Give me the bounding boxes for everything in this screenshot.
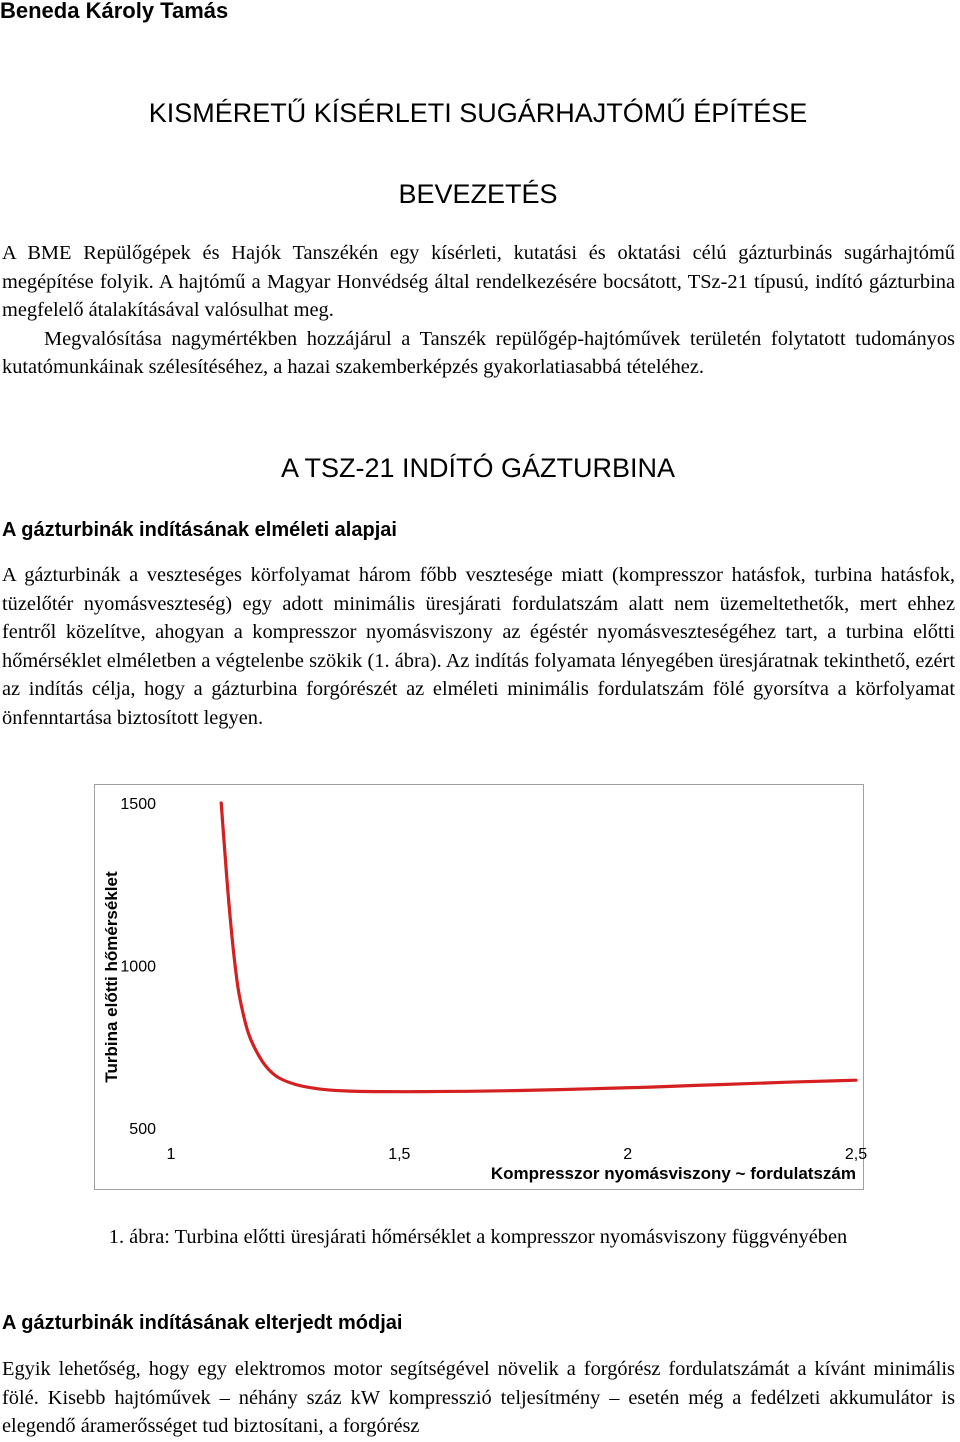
section-heading-introduction: BEVEZETÉS [398,179,558,209]
y-tick-label: 500 [129,1121,156,1138]
data-series-line [221,803,856,1092]
temperature-chart [94,784,868,1190]
y-axis-label: Turbina előtti hőmérséklet [102,871,121,1083]
section-heading-tsz21: A TSZ-21 INDÍTÓ GÁZTURBINA [280,453,676,483]
y-tick-label: 1500 [120,796,156,813]
x-tick-label: 1,5 [388,1146,411,1163]
document-title: KISMÉRETŰ KÍSÉRLETI SUGÁRHAJTÓMŰ ÉPÍTÉSE [148,98,808,128]
subheading-theory: A gázturbinák indításának elméleti alapjai [2,519,397,541]
figure-caption: 1. ábra: Turbina előtti üresjárati hőmérséklet a kompresszor nyomásviszony függvényében [108,1226,848,1248]
x-tick-label: 1 [166,1146,176,1163]
methods-paragraph: Egyik lehetőség, hogy egy elektromos motor segítségével növelik a forgórész fordulatszámát a kívánt minimális fölé. Kisebb hajtóművek – néhány száz kW kompresszió teljesítmény – esetén még a fedélzeti akkumulátor is elegendő áramerősséget tud biztosítani, a forgórész [2,1358,955,1437]
author-name: Beneda Károly Tamás [0,0,229,23]
y-tick-label: 1000 [120,958,156,976]
intro-paragraph-a: A BME Repülőgépek és Hajók Tanszékén egy kísérleti, kutatási és oktatási célú gázturbinás sugárhajtómű megépítése folyik. A hajtómű a Magyar Honvédség által rendelkezésére bocsátott, TSz-21 típusú, indító gázturbina megfelelő átalakításával valósulhat meg. [2,242,955,321]
theory-paragraph: A gázturbinák a veszteséges körfolyamat három főbb vesztesége miatt (kompresszor hatásfok, turbina hatásfok, tüzelőtér nyomásveszteség) egy adott minimális üresjárati fordulatszám alatt nem üzemeltethetők, mert ehhez fentről közelítve, ahogyan a kompresszor nyomásviszony az égéstér nyomásveszteségéhez tart, a turbina előtti hőmérséklet elméletben a végtelenbe szökik (1. ábra). Az indítás folyamata lényegében üresjáratnak tekinthető, ezért az indítás célja, hogy a gázturbina forgórészét az elméleti minimális fordulatszám fölé gyorsítva a körfolyamat önfenntartása biztosított legyen. [2,564,955,729]
x-axis-label: Kompresszor nyomásviszony ~ fordulatszám [490,1164,856,1183]
intro-paragraph [2,239,955,382]
x-tick-label: 2 [623,1146,633,1163]
x-tick-label: 2,5 [844,1146,868,1163]
intro-paragraph-b: Megvalósítása nagymértékben hozzájárul a Tanszék repülőgép-hajtóművek területén folytatott tudományos kutatómunkáinak szélesítéséhez, a hazai szakemberképzés gyakorlatiasabbá tételéhez. [2,327,955,378]
subheading-methods: A gázturbinák indításának elterjedt módjai [2,1312,403,1334]
